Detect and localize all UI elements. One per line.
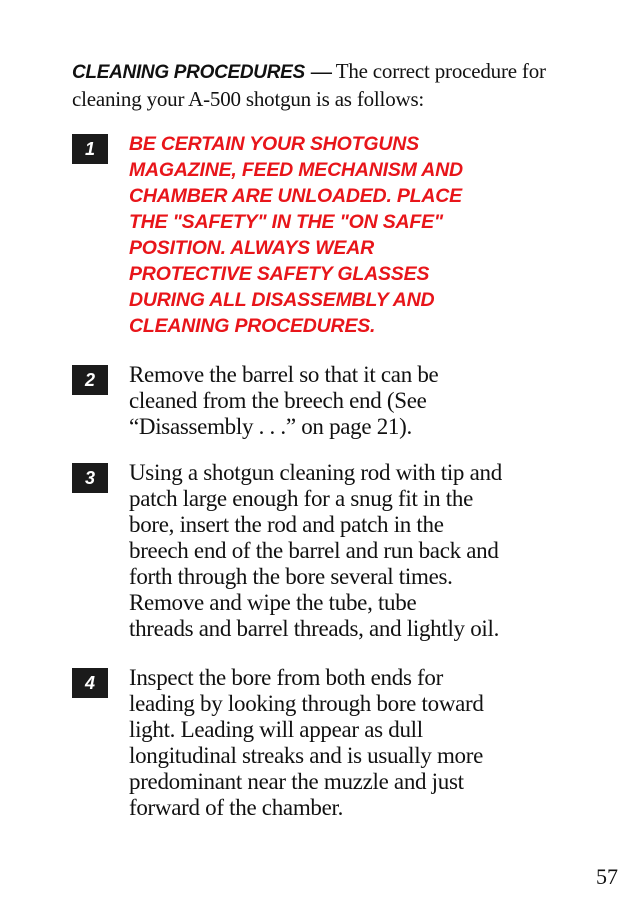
step-text: Remove the barrel so that it can be cleaned from the breech end (See “Disassembly . . .” on page 21). (129, 362, 439, 439)
section-heading: CLEANING PROCEDURES (72, 62, 305, 83)
step-text: Using a shotgun cleaning rod with tip and patch large enough for a snug fit in the bore, insert the rod and patch in the breech end of the barrel and run back and forth through the bore several times. Remove and wipe the tube, tube threads and barrel threads, and lightly oil. (129, 460, 502, 641)
intro-paragraph (72, 58, 572, 113)
safety-warning-text: BE CERTAIN YOUR SHOTGUNS MAGAZINE, FEED MECHANISM AND CHAMBER ARE UNLOADED. PLACE THE "SAFETY" IN THE "ON SAFE" POSITION. ALWAYS WEAR PROTECTIVE SAFETY GLASSES DURING ALL DISASSEMBLY AND CLEANING PROCEDURES. (129, 133, 463, 337)
step-number-badge: 4 (72, 668, 108, 698)
step-number-badge: 1 (72, 134, 108, 164)
step-text: Inspect the bore from both ends for leading by looking through bore toward light. Leading will appear as dull longitudinal streaks and is usually more predominant near the muzzle and just forward of the chamber. (129, 665, 484, 820)
intro-text: The correct procedure for cleaning your A-500 shotgun is as follows: (72, 59, 546, 111)
step-number-badge: 3 (72, 463, 108, 493)
step-number-badge: 2 (72, 365, 108, 395)
page-number: 57 (596, 864, 618, 889)
heading-dash: — (310, 59, 332, 83)
